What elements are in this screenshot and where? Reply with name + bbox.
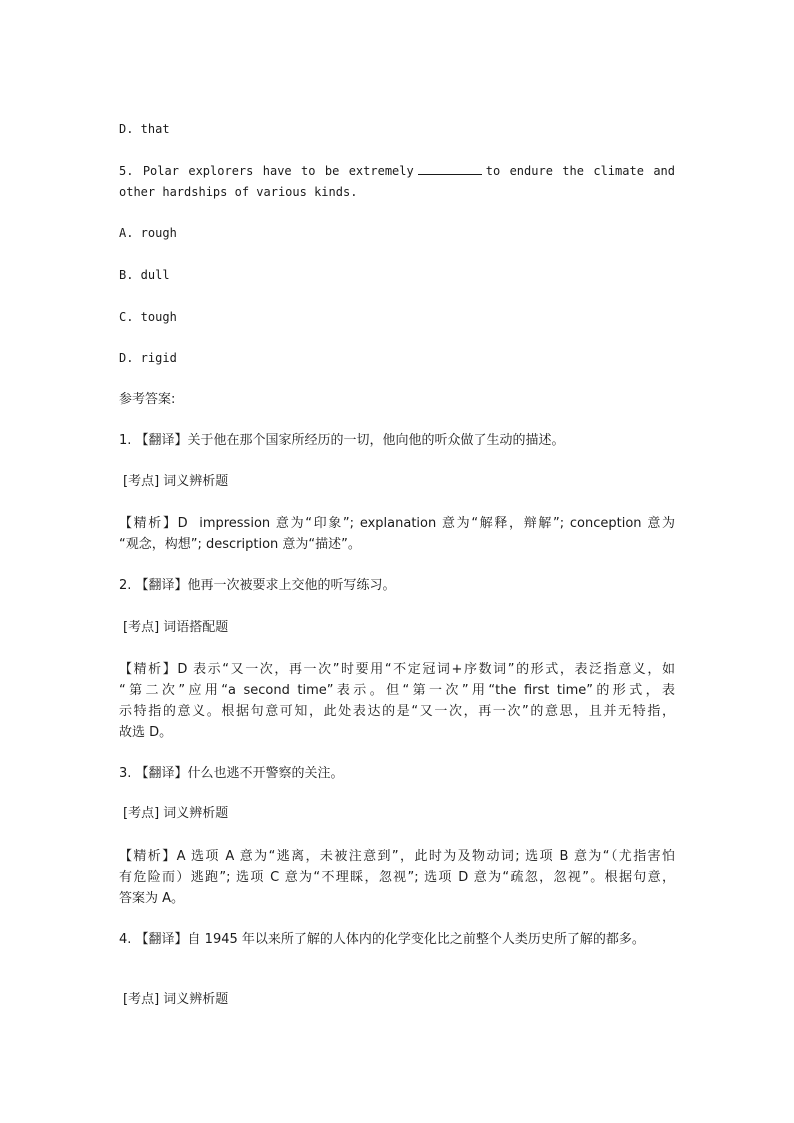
answer-2-analysis-line1: 【精析】D 表示“又一次，再一次”时要用“不定冠词+序数词”的形式，表泛指意义，如	[119, 662, 675, 677]
q5-stem-line1	[119, 161, 675, 182]
answer-1-point: [考点] 词义辨析题	[123, 474, 229, 489]
answers-heading: 参考答案:	[119, 392, 176, 407]
answer-3-analysis-line2: 有危险而）逃跑”; 选项 C 意为“不理睬，忽视”; 选项 D 意为“疏忽，忽视”。根据句意，	[119, 870, 675, 885]
q5-stem-part1: 5. Polar explorers have to be extremely	[119, 164, 414, 178]
answer-2-translation: 2. 【翻译】他再一次被要求上交他的听写练习。	[119, 578, 396, 593]
answer-2-analysis-line2: “第二次”应用“a second time”表示。但“第一次”用“the first time”的形式，表	[119, 683, 675, 698]
q5-option-b: B. dull	[119, 268, 170, 282]
answer-3-point: [考点] 词义辨析题	[123, 806, 229, 821]
answer-2-analysis-line4: 故选 D。	[119, 725, 173, 740]
q4-option-d: D. that	[119, 122, 170, 136]
answer-1-translation: 1. 【翻译】关于他在那个国家所经历的一切，他向他的听众做了生动的描述。	[119, 433, 565, 448]
answer-1-analysis-line2: “观念，构想”; description 意为“描述”。	[119, 537, 361, 552]
q5-stem-part2: to endure the climate and	[485, 164, 675, 178]
answer-3-analysis-line3: 答案为 A。	[119, 891, 185, 906]
answer-1-analysis-line1: 【精析】D impression 意为“印象”; explanation 意为“解释，辩解”; conception 意为	[119, 516, 675, 531]
q5-option-d: D. rigid	[119, 351, 177, 365]
q5-stem-line2: other hardships of various kinds.	[119, 185, 358, 199]
q5-answer-blank	[418, 162, 482, 175]
answer-4-translation: 4. 【翻译】自 1945 年以来所了解的人体内的化学变化比之前整个人类历史所了解的都多。	[119, 932, 645, 947]
q5-option-c: C. tough	[119, 310, 177, 324]
q5-option-a: A. rough	[119, 226, 177, 240]
answer-2-point: [考点] 词语搭配题	[123, 620, 229, 635]
answer-3-analysis-line1: 【精析】A 选项 A 意为“逃离，未被注意到”，此时为及物动词; 选项 B 意为“（尤指害怕	[119, 849, 675, 864]
answer-3-translation: 3. 【翻译】什么也逃不开警察的关注。	[119, 766, 344, 781]
answer-2-analysis-line3: 示特指的意义。根据句意可知，此处表达的是“又一次，再一次”的意思，且并无特指，	[119, 704, 675, 719]
answer-4-point: [考点] 词义辨析题	[123, 992, 229, 1007]
